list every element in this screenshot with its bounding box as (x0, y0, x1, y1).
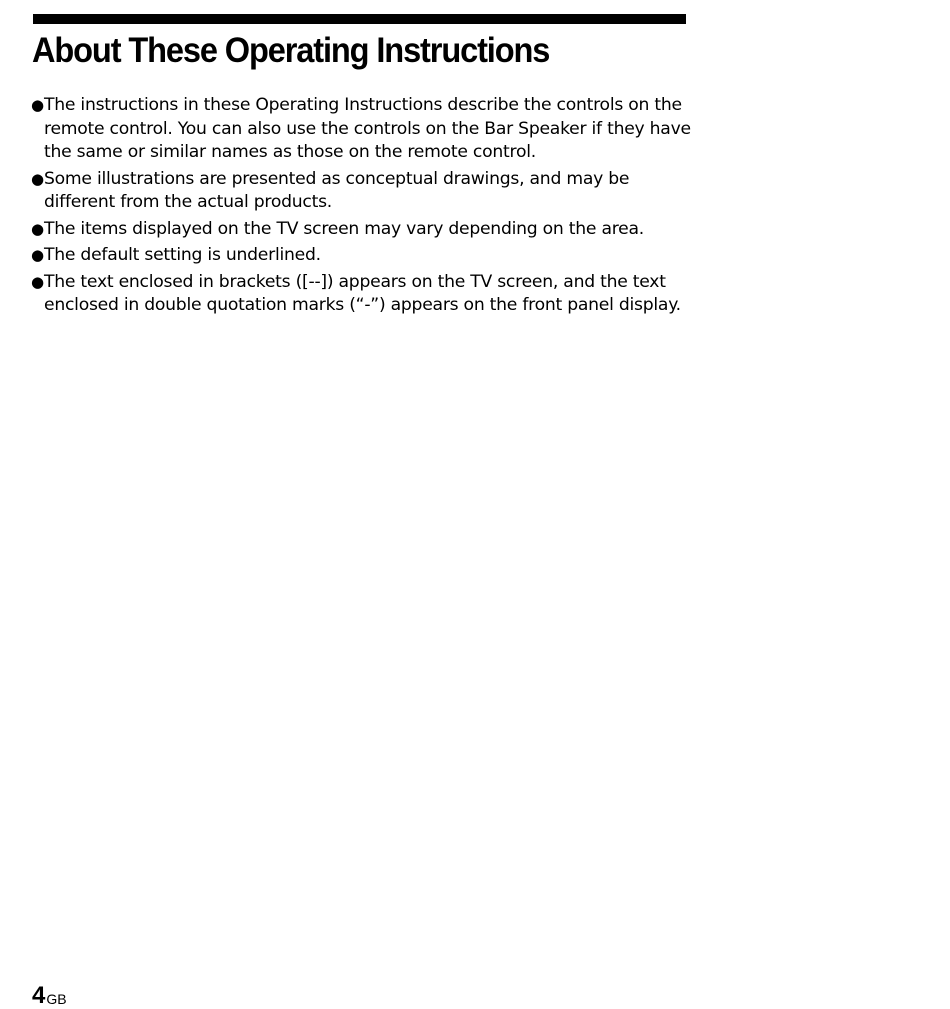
bullet-icon: ● (31, 272, 44, 291)
page-number-suffix: GB (46, 991, 67, 1007)
bullet-icon: ● (31, 246, 44, 264)
bullet-icon: ● (31, 96, 44, 114)
page-number-value: 4 (32, 982, 46, 1009)
page-number (32, 983, 67, 1009)
list-item (31, 244, 691, 268)
instruction-list (31, 94, 691, 321)
list-item (31, 94, 691, 165)
header-rule (33, 14, 686, 24)
page-title: About These Operating Instructions (32, 31, 550, 70)
list-item (31, 168, 691, 215)
bullet-icon: ● (31, 219, 44, 238)
bullet-icon: ● (31, 169, 44, 188)
list-item-text: The instructions in these Operating Instructions describe the controls on the remote control. You can also use the controls on the Bar Speaker if they have the same or similar names as those on the remote control. (44, 95, 691, 162)
list-item-text: The default setting is underlined. (44, 245, 321, 265)
list-item-text: The items displayed on the TV screen may vary depending on the area. (44, 218, 644, 239)
list-item-text: Some illustrations are presented as conceptual drawings, and may be different from the actual products. (44, 168, 630, 212)
list-item-text: The text enclosed in brackets ([--]) appears on the TV screen, and the text enclosed in double quotation marks (“-”) appears on the front panel display. (44, 271, 681, 315)
list-item (31, 218, 691, 242)
list-item (31, 271, 691, 318)
